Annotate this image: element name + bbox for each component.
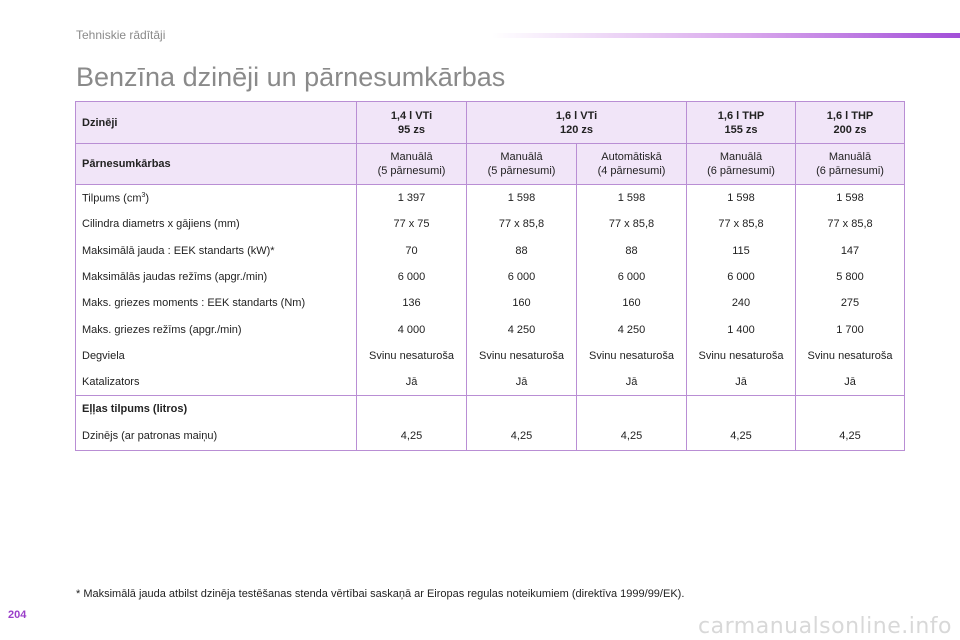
- table-cell: Jā: [687, 369, 796, 396]
- table-cell: 77 x 85,8: [687, 211, 796, 237]
- table-cell: 4 250: [577, 316, 687, 342]
- table-cell: 5 800: [796, 264, 905, 290]
- table-cell: 1 700: [796, 316, 905, 342]
- table-cell: 4,25: [467, 422, 577, 451]
- table-cell: 1 598: [467, 185, 577, 212]
- table-row: [76, 369, 905, 396]
- gearbox-type: Manuālā: [500, 151, 543, 163]
- row-label-sup: 3: [141, 191, 146, 199]
- table-cell: 6 000: [577, 264, 687, 290]
- table-cell: [577, 396, 687, 423]
- table-cell: 275: [796, 290, 905, 316]
- engine-power: 95 zs: [398, 123, 425, 136]
- engines-label: Dzinēji: [76, 102, 357, 144]
- table-cell: 70: [357, 238, 467, 264]
- table-cell: 240: [687, 290, 796, 316]
- row-label: Katalizators: [76, 369, 357, 396]
- table-cell: 1 598: [687, 185, 796, 212]
- table-cell: 147: [796, 238, 905, 264]
- row-label: Maksimālās jaudas režīms (apgr./min): [76, 264, 357, 290]
- gearbox-type: Automātiskā: [601, 151, 662, 163]
- row-label: Cilindra diametrs x gājiens (mm): [76, 211, 357, 237]
- table-cell: Svinu nesaturoša: [467, 343, 577, 369]
- page-title: Benzīna dzinēji un pārnesumkārbas: [76, 62, 506, 92]
- table-cell: Svinu nesaturoša: [357, 343, 467, 369]
- row-label: Degviela: [76, 343, 357, 369]
- table-cell: 88: [577, 238, 687, 264]
- table-cell: 4,25: [577, 422, 687, 451]
- footnote: * Maksimālā jauda atbilst dzinēja testēšanas stenda vērtībai saskaņā ar Eiropas regulas noteikumiem (direktīva 1999/99/EK).: [76, 588, 685, 600]
- engine-name: 1,6 l THP: [826, 109, 874, 122]
- gearbox-detail: (4 pārnesumi): [597, 165, 666, 177]
- table-row: [76, 343, 905, 369]
- page-number: 204: [8, 609, 27, 621]
- table-cell: [357, 396, 467, 423]
- table-cell: Svinu nesaturoša: [577, 343, 687, 369]
- gearbox-cell: [577, 144, 687, 185]
- table-cell: [796, 396, 905, 423]
- table-cell: [467, 396, 577, 423]
- gearbox-type: Manuālā: [828, 151, 872, 163]
- header-accent-bar: [492, 33, 960, 38]
- table-cell: Jā: [796, 369, 905, 396]
- table-row: [76, 211, 905, 237]
- table-cell: Jā: [467, 369, 577, 396]
- table-cell: [687, 396, 796, 423]
- engine-name: 1,6 l THP: [717, 109, 765, 122]
- gearbox-detail: (5 pārnesumi): [487, 165, 556, 177]
- table-cell: Jā: [577, 369, 687, 396]
- engine-name: 1,4 l VTi: [390, 109, 433, 122]
- row-label: Maks. griezes moments : EEK standarts (Nm): [76, 290, 357, 316]
- table-row: [76, 238, 905, 264]
- gearbox-cell: [796, 144, 905, 185]
- table-cell: 1 400: [687, 316, 796, 342]
- engine-power: 155 zs: [724, 123, 758, 136]
- table-cell: 77 x 85,8: [467, 211, 577, 237]
- gearbox-header-row: [76, 144, 905, 185]
- gearbox-type: Manuālā: [390, 151, 433, 163]
- oil-heading-row: [76, 396, 905, 423]
- table-row: [76, 185, 905, 212]
- table-cell: 6 000: [687, 264, 796, 290]
- engine-power: 120 zs: [559, 123, 594, 136]
- gearbox-cell: [687, 144, 796, 185]
- table-cell: 77 x 85,8: [577, 211, 687, 237]
- gearbox-detail: (5 pārnesumi): [377, 165, 446, 177]
- watermark: carmanualsonline.info: [698, 614, 952, 639]
- table-cell: 4 250: [467, 316, 577, 342]
- table-cell: 4,25: [357, 422, 467, 451]
- gearbox-cell: [467, 144, 577, 185]
- gearbox-label: Pārnesumkārbas: [76, 144, 357, 185]
- engine-col-1: [357, 102, 467, 144]
- table-cell: 88: [467, 238, 577, 264]
- table-cell: 4,25: [687, 422, 796, 451]
- engines-header-row: [76, 102, 905, 144]
- gearbox-type: Manuālā: [719, 151, 763, 163]
- engine-spec-table: [75, 101, 905, 451]
- table-cell: 136: [357, 290, 467, 316]
- row-label-tail: ): [145, 192, 150, 205]
- table-cell: 6 000: [467, 264, 577, 290]
- table-cell: Svinu nesaturoša: [796, 343, 905, 369]
- table-cell: 1 397: [357, 185, 467, 212]
- oil-heading: Eļļas tilpums (litros): [76, 396, 357, 423]
- table-cell: Svinu nesaturoša: [687, 343, 796, 369]
- oil-row-label: Dzinējs (ar patronas maiņu): [76, 422, 357, 451]
- table-cell: 4 000: [357, 316, 467, 342]
- table-cell: 1 598: [796, 185, 905, 212]
- table-row: [76, 290, 905, 316]
- table-cell: 4,25: [796, 422, 905, 451]
- table-row: [76, 316, 905, 342]
- table-row: [76, 264, 905, 290]
- table-cell: 77 x 75: [357, 211, 467, 237]
- engine-name: 1,6 l VTi: [555, 109, 598, 122]
- table-cell: 115: [687, 238, 796, 264]
- row-label: [76, 185, 357, 212]
- oil-row: [76, 422, 905, 451]
- engine-col-2: [467, 102, 687, 144]
- section-label: Tehniskie rādītāji: [76, 28, 166, 42]
- row-label: Maksimālā jauda : EEK standarts (kW)*: [76, 238, 357, 264]
- engine-power: 200 zs: [833, 123, 867, 136]
- gearbox-detail: (6 pārnesumi): [816, 165, 884, 177]
- table-cell: 77 x 85,8: [796, 211, 905, 237]
- table-cell: 6 000: [357, 264, 467, 290]
- table-cell: 160: [467, 290, 577, 316]
- engine-col-4: [796, 102, 905, 144]
- row-label-text: Tilpums (cm: [82, 192, 142, 205]
- engine-col-3: [687, 102, 796, 144]
- table-cell: 160: [577, 290, 687, 316]
- table-cell: 1 598: [577, 185, 687, 212]
- table-cell: Jā: [357, 369, 467, 396]
- row-label: Maks. griezes režīms (apgr./min): [76, 316, 357, 342]
- gearbox-detail: (6 pārnesumi): [707, 165, 775, 177]
- gearbox-cell: [357, 144, 467, 185]
